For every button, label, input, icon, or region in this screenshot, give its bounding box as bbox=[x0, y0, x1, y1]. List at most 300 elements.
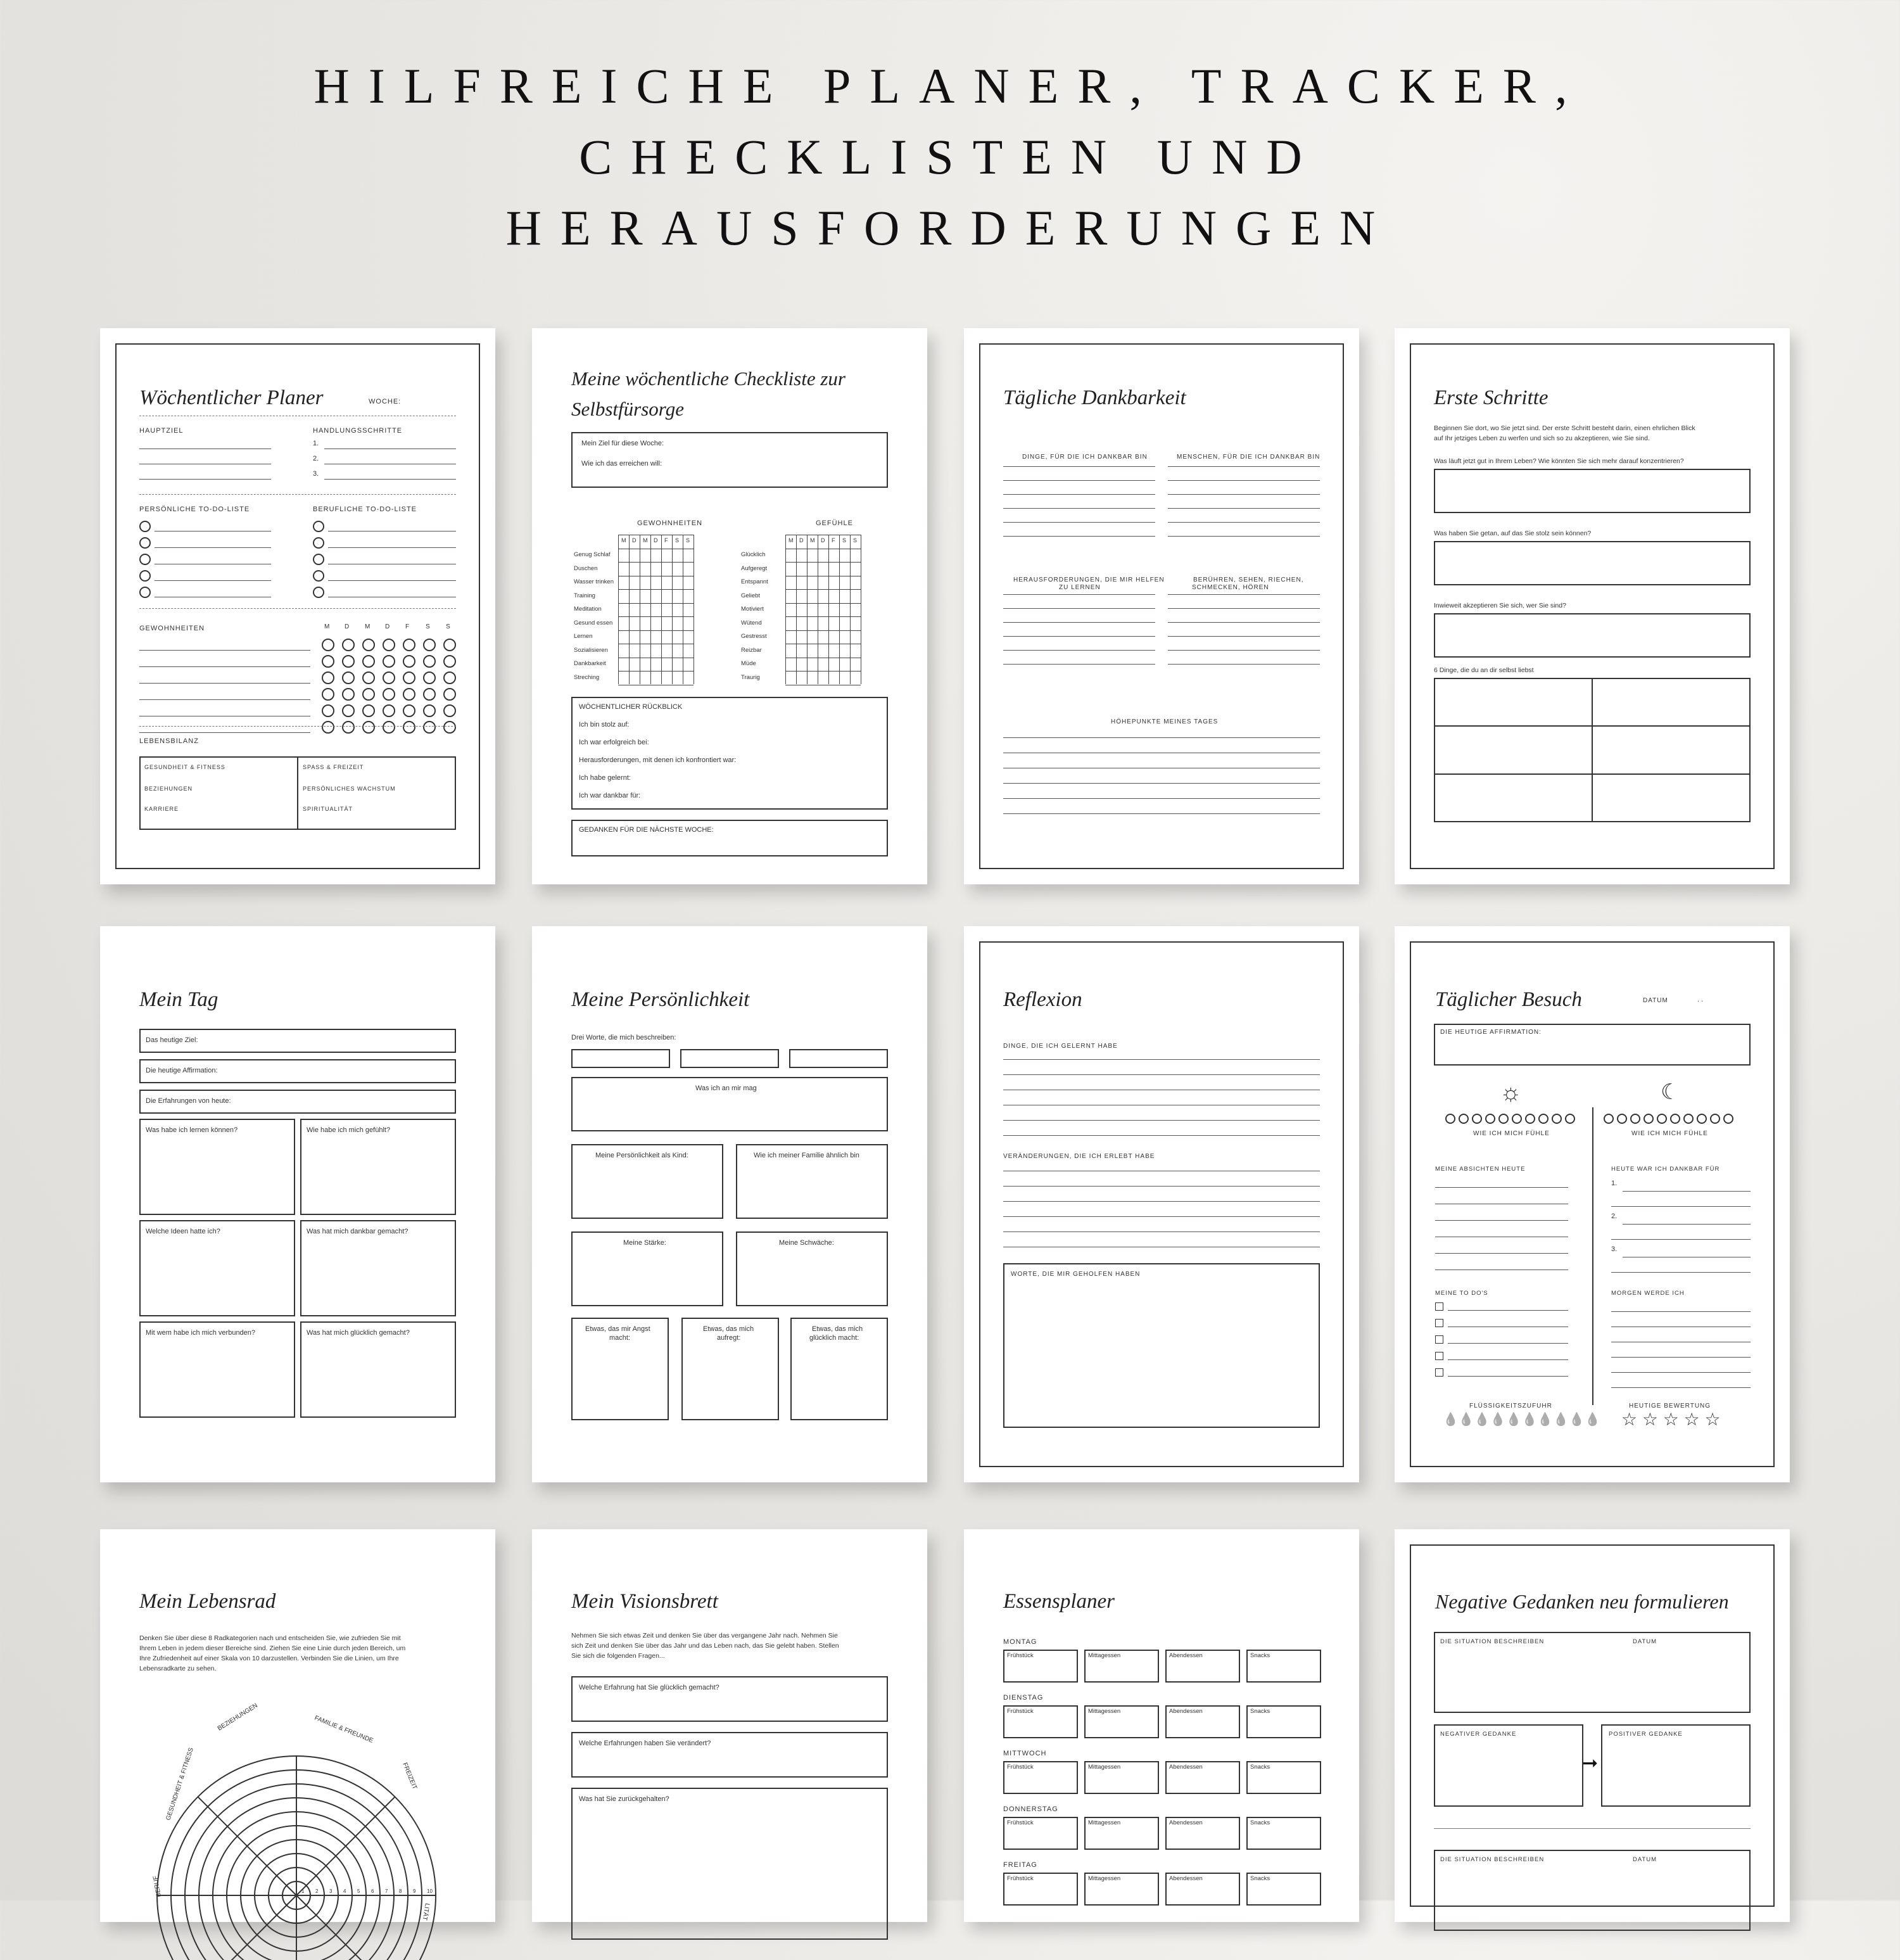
upset-label: Etwas, das mich bbox=[703, 1325, 754, 1333]
grid-line bbox=[629, 535, 630, 684]
day-label: S bbox=[426, 623, 430, 630]
page-first-steps[interactable] bbox=[1395, 328, 1790, 884]
habit-label: Gesund essen bbox=[574, 619, 613, 627]
step-2: 2. bbox=[313, 455, 319, 462]
intro-line-1: Nehmen Sie sich etwas Zeit und denken Sie über das vergangene Jahr nach. Nehmen Sie bbox=[571, 1632, 838, 1639]
line bbox=[139, 479, 271, 480]
question-box-2[interactable] bbox=[571, 1732, 888, 1778]
line bbox=[1003, 1216, 1320, 1217]
habit-label: Dankbarkeit bbox=[574, 660, 606, 667]
checkbox[interactable] bbox=[1435, 1319, 1443, 1327]
meal-label: Snacks bbox=[1250, 1875, 1270, 1882]
hydration-label: FLÜSSIGKEITSZUFUHR bbox=[1469, 1403, 1552, 1410]
mood-circle[interactable] bbox=[1552, 1114, 1562, 1124]
mood-circle[interactable] bbox=[1604, 1114, 1614, 1124]
line bbox=[1168, 508, 1320, 509]
fear-box[interactable] bbox=[571, 1318, 669, 1420]
answer-box-2[interactable] bbox=[1434, 541, 1751, 585]
mood-circle[interactable] bbox=[1697, 1114, 1707, 1124]
feeling-label: Entspannt bbox=[741, 578, 768, 585]
things-label: DINGE, FÜR DIE ICH DANKBAR BIN bbox=[1022, 454, 1148, 461]
page-daily-gratitude[interactable] bbox=[964, 328, 1359, 884]
habit-circle[interactable] bbox=[342, 688, 355, 701]
divider bbox=[1434, 1828, 1751, 1829]
area-fun: SPASS & FREIZEIT bbox=[303, 764, 364, 770]
feel-label-am: WIE ICH MICH FÜHLE bbox=[1473, 1130, 1550, 1137]
habit-circle[interactable] bbox=[403, 639, 415, 651]
scale-label: 1 bbox=[301, 1888, 305, 1894]
habit-label: Wasser trinken bbox=[574, 578, 614, 585]
habit-circle[interactable] bbox=[362, 688, 375, 701]
intro-line-4: Lebensradkarte zu sehen. bbox=[139, 1665, 217, 1672]
line bbox=[1611, 1239, 1751, 1240]
day-label: F bbox=[832, 537, 835, 544]
scale-label: 8 bbox=[399, 1888, 402, 1894]
page-meal-planner[interactable] bbox=[964, 1529, 1359, 1922]
checkbox-circle[interactable] bbox=[313, 570, 324, 582]
checkbox[interactable] bbox=[1435, 1302, 1443, 1311]
scale-label: 2 bbox=[315, 1888, 319, 1894]
line bbox=[1003, 664, 1155, 665]
page-title: Negative Gedanken neu formulieren bbox=[1435, 1590, 1729, 1613]
page-daily-checkin[interactable] bbox=[1395, 926, 1790, 1482]
line bbox=[1623, 1191, 1751, 1192]
word-box-2[interactable] bbox=[680, 1049, 779, 1068]
question-3: Inwieweit akzeptieren Sie sich, wer Sie sind? bbox=[1434, 602, 1566, 609]
meal-label: Frühstück bbox=[1007, 1708, 1034, 1715]
page-title: Essensplaner bbox=[1003, 1590, 1115, 1613]
checkbox-circle[interactable] bbox=[313, 521, 324, 532]
habit-circle[interactable] bbox=[322, 688, 334, 701]
divider bbox=[1434, 725, 1751, 727]
day-label: M bbox=[324, 623, 330, 630]
habits-label: GEWOHNHEITEN bbox=[139, 625, 205, 632]
day-label: D bbox=[345, 623, 350, 630]
line bbox=[1168, 536, 1320, 537]
divider bbox=[139, 608, 456, 609]
page-vision-board[interactable] bbox=[532, 1529, 927, 1922]
divider bbox=[1592, 1107, 1593, 1405]
habit-circle[interactable] bbox=[403, 688, 415, 701]
grid-line bbox=[796, 535, 797, 684]
area-relationships: BEZIEHUNGEN bbox=[144, 786, 193, 792]
page-wheel-of-life[interactable] bbox=[100, 1529, 495, 1922]
mood-circle[interactable] bbox=[1459, 1114, 1469, 1124]
line bbox=[1435, 1187, 1568, 1188]
meal-label: Snacks bbox=[1250, 1819, 1270, 1826]
habit-circle[interactable] bbox=[403, 704, 415, 717]
line bbox=[1003, 650, 1155, 651]
senses-label-2: SCHMECKEN, HÖREN bbox=[1192, 584, 1269, 591]
line bbox=[1611, 1387, 1751, 1388]
mood-circle[interactable] bbox=[1683, 1114, 1694, 1124]
checkbox-circle[interactable] bbox=[139, 521, 151, 532]
line bbox=[1003, 813, 1320, 814]
area-career: KARRIERE bbox=[144, 806, 179, 812]
checkbox-circle[interactable] bbox=[139, 570, 151, 582]
life-wheel[interactable] bbox=[144, 1694, 448, 1960]
page-title-2: Selbstfürsorge bbox=[571, 398, 684, 420]
sun-icon: ☼ bbox=[1500, 1079, 1522, 1106]
step-1: 1. bbox=[313, 440, 319, 447]
page-title: Erste Schritte bbox=[1434, 386, 1548, 409]
day-label: M bbox=[365, 623, 370, 630]
day-label: M bbox=[788, 537, 794, 544]
feeling-label: Wütend bbox=[741, 619, 762, 627]
area-spirituality: SPIRITUALITÄT bbox=[303, 806, 353, 812]
family-label: Wie ich meiner Familie ähnlich bin bbox=[754, 1152, 859, 1159]
weakness-label: Meine Schwäche: bbox=[779, 1239, 834, 1247]
intro-line-1: Beginnen Sie dort, wo Sie jetzt sind. Der erste Schritt besteht darin, einen ehrlichen Blick bbox=[1434, 424, 1695, 432]
line bbox=[1003, 1120, 1320, 1121]
upset-label-2: aufregt: bbox=[717, 1334, 741, 1342]
life-balance-label: LEBENSBILANZ bbox=[139, 737, 199, 745]
mood-circle[interactable] bbox=[1670, 1114, 1680, 1124]
words-label: WORTE, DIE MIR GEHOLFEN HABEN bbox=[1011, 1271, 1141, 1278]
goal-label: Mein Ziel für diese Woche: bbox=[581, 440, 664, 447]
checkbox-circle[interactable] bbox=[313, 587, 324, 598]
mood-circle[interactable] bbox=[1617, 1114, 1627, 1124]
wheel-label-spirituality: LITÄT bbox=[421, 1902, 431, 1921]
habit-circle[interactable] bbox=[423, 688, 436, 701]
line bbox=[324, 479, 456, 480]
meal-label: Snacks bbox=[1250, 1708, 1270, 1715]
line bbox=[1448, 1343, 1568, 1344]
grid-line bbox=[839, 535, 840, 684]
headline bbox=[0, 51, 1900, 264]
habit-circle[interactable] bbox=[443, 655, 456, 668]
habit-circle[interactable] bbox=[383, 671, 395, 684]
review-q4: Ich habe gelernt: bbox=[579, 774, 631, 782]
line bbox=[1611, 1372, 1751, 1373]
day-label: MITTWOCH bbox=[1003, 1750, 1047, 1757]
fear-label-2: macht: bbox=[609, 1334, 631, 1342]
word-box-3[interactable] bbox=[789, 1049, 888, 1068]
line bbox=[1003, 1059, 1320, 1060]
line bbox=[1003, 480, 1155, 481]
line bbox=[1611, 1272, 1751, 1273]
line bbox=[155, 547, 271, 548]
changes-label: VERÄNDERUNGEN, DIE ICH ERLEBT HABE bbox=[1003, 1153, 1155, 1160]
happy-box[interactable] bbox=[790, 1318, 888, 1420]
todos-label: MEINE TO DO'S bbox=[1435, 1290, 1488, 1297]
negative-thought-label: NEGATIVER GEDANKE bbox=[1440, 1731, 1517, 1738]
habit-circle[interactable] bbox=[423, 655, 436, 668]
habit-circle[interactable] bbox=[362, 671, 375, 684]
cell-happy-label: Was hat mich glücklich gemacht? bbox=[307, 1329, 410, 1337]
child-label: Meine Persönlichkeit als Kind: bbox=[595, 1152, 688, 1159]
habit-circle[interactable] bbox=[322, 639, 334, 651]
habit-circle[interactable] bbox=[443, 688, 456, 701]
three-words-label: Drei Worte, die mich beschreiben: bbox=[571, 1034, 676, 1041]
feeling-label: Motiviert bbox=[741, 606, 764, 613]
day-label: DONNERSTAG bbox=[1003, 1805, 1058, 1813]
habit-circle[interactable] bbox=[342, 721, 355, 734]
upset-box[interactable] bbox=[681, 1318, 779, 1420]
habit-circle[interactable] bbox=[443, 721, 456, 734]
line bbox=[1168, 480, 1320, 481]
meal-label: Frühstück bbox=[1007, 1764, 1034, 1771]
habit-circle[interactable] bbox=[423, 639, 436, 651]
question-1: Welche Erfahrung hat Sie glücklich gemacht? bbox=[579, 1684, 719, 1691]
habit-circle[interactable] bbox=[403, 671, 415, 684]
strength-label: Meine Stärke: bbox=[623, 1239, 666, 1247]
line bbox=[328, 580, 456, 581]
how-label: Wie ich das erreichen will: bbox=[581, 460, 662, 468]
wheel-spoke bbox=[296, 1895, 395, 1960]
headline-line-2: CHECKLISTEN UND bbox=[579, 129, 1321, 184]
meal-label: Frühstück bbox=[1007, 1819, 1034, 1826]
feeling-label: Glücklich bbox=[741, 551, 766, 558]
mood-circle[interactable] bbox=[1498, 1114, 1509, 1124]
habit-circle[interactable] bbox=[423, 704, 436, 717]
intro-line-2: sich Zeit und denken Sie über das Jahr und das Leben nach, das Sie gelebt haben. Stellen bbox=[571, 1642, 839, 1650]
scale-label: 4 bbox=[343, 1888, 346, 1894]
page-reframe-thoughts[interactable] bbox=[1395, 1529, 1790, 1922]
day-label: S bbox=[686, 537, 690, 544]
meal-label: Abendessen bbox=[1169, 1708, 1203, 1715]
checkbox[interactable] bbox=[1435, 1352, 1443, 1360]
page-reflection[interactable] bbox=[964, 926, 1359, 1482]
meal-label: Mittagessen bbox=[1088, 1875, 1121, 1882]
scale-label: 5 bbox=[357, 1888, 360, 1894]
meal-label: Snacks bbox=[1250, 1652, 1270, 1659]
question-box-3[interactable] bbox=[571, 1788, 888, 1940]
goal-row-label: Das heutige Ziel: bbox=[146, 1036, 198, 1044]
feeling-label: Aufgeregt bbox=[741, 564, 768, 572]
habit-label: Lernen bbox=[574, 633, 593, 640]
scale-label: 9 bbox=[413, 1888, 416, 1894]
checkbox-circle[interactable] bbox=[139, 587, 151, 598]
divider bbox=[139, 726, 456, 727]
habit-label: Training bbox=[574, 592, 595, 599]
next-week-box bbox=[571, 820, 888, 856]
cell-ideas-label: Welche Ideen hatte ich? bbox=[146, 1228, 220, 1235]
question-box-1[interactable] bbox=[571, 1676, 888, 1722]
grateful-label: HEUTE WAR ICH DANKBAR FÜR bbox=[1611, 1166, 1720, 1173]
habit-circle[interactable] bbox=[322, 704, 334, 717]
main-goal-label: HAUPTZIEL bbox=[139, 427, 184, 435]
mood-circle[interactable] bbox=[1485, 1114, 1495, 1124]
line bbox=[1611, 1311, 1751, 1312]
line bbox=[1003, 466, 1155, 467]
affirmation-row-label: Die heutige Affirmation: bbox=[146, 1067, 218, 1074]
wheel-spoke bbox=[198, 1895, 296, 1960]
line bbox=[1003, 636, 1155, 637]
habit-circle[interactable] bbox=[362, 704, 375, 717]
checkbox-circle[interactable] bbox=[313, 537, 324, 549]
wheel-label-leisure: FREIZEIT bbox=[401, 1762, 419, 1791]
page-my-day[interactable] bbox=[100, 926, 495, 1482]
arrow-right-icon: ➞ bbox=[1582, 1753, 1599, 1774]
mood-circle[interactable] bbox=[1644, 1114, 1654, 1124]
day-label: D bbox=[654, 537, 658, 544]
line bbox=[139, 666, 310, 667]
cell-grateful-label: Was hat mich dankbar gemacht? bbox=[307, 1228, 408, 1235]
page-title: Mein Tag bbox=[139, 988, 218, 1011]
day-label: M bbox=[810, 537, 815, 544]
habit-circle[interactable] bbox=[342, 704, 355, 717]
mood-circle[interactable] bbox=[1512, 1114, 1522, 1124]
habit-circle[interactable] bbox=[403, 655, 415, 668]
line bbox=[1003, 1135, 1320, 1136]
divider bbox=[139, 494, 456, 495]
habit-circle[interactable] bbox=[383, 655, 395, 668]
meal-label: Abendessen bbox=[1169, 1875, 1203, 1882]
mood-circle[interactable] bbox=[1565, 1114, 1575, 1124]
day-label: D bbox=[799, 537, 804, 544]
headline-line-3: HERAUSFORDERUNGEN bbox=[505, 200, 1395, 255]
habit-circle[interactable] bbox=[383, 688, 395, 701]
grateful-1: 1. bbox=[1611, 1180, 1618, 1187]
habit-circle[interactable] bbox=[443, 671, 456, 684]
habit-circle[interactable] bbox=[342, 655, 355, 668]
challenges-label-2: ZU LERNEN bbox=[1059, 584, 1101, 591]
scale-label: 10 bbox=[427, 1888, 433, 1894]
next-week-label: GEDANKEN FÜR DIE NÄCHSTE WOCHE: bbox=[579, 826, 714, 834]
answer-box-3[interactable] bbox=[1434, 613, 1751, 658]
meal-label: Abendessen bbox=[1169, 1764, 1203, 1771]
line bbox=[1003, 1074, 1320, 1075]
affirmation-label: DIE HEUTIGE AFFIRMATION: bbox=[1440, 1029, 1542, 1036]
habit-circle[interactable] bbox=[423, 671, 436, 684]
question-2: Welche Erfahrungen haben Sie verändert? bbox=[579, 1740, 711, 1747]
question-4: 6 Dinge, die du an dir selbst liebst bbox=[1434, 666, 1534, 674]
scale-label: 7 bbox=[385, 1888, 388, 1894]
intro-line-2: Ihrem Leben in jedem dieser Bereiche sind. Ziehen Sie eine Linie durch jeden Bereich, um bbox=[139, 1645, 406, 1652]
habit-circle[interactable] bbox=[443, 704, 456, 717]
habit-circle[interactable] bbox=[322, 671, 334, 684]
meal-label: Abendessen bbox=[1169, 1819, 1203, 1826]
habit-circle[interactable] bbox=[383, 721, 395, 734]
meal-label: Mittagessen bbox=[1088, 1652, 1121, 1659]
mood-circle[interactable] bbox=[1723, 1114, 1733, 1124]
habit-circle[interactable] bbox=[362, 721, 375, 734]
grid-line bbox=[785, 535, 786, 684]
meal-label: Frühstück bbox=[1007, 1875, 1034, 1882]
checkbox-circle[interactable] bbox=[313, 554, 324, 565]
feeling-label: Geliebt bbox=[741, 592, 761, 599]
rating-stars[interactable]: ☆ ☆ ☆ ☆ ☆ bbox=[1621, 1410, 1721, 1429]
line bbox=[1448, 1376, 1568, 1377]
line bbox=[139, 683, 310, 684]
situation-label: DIE SITUATION BESCHREIBEN bbox=[1440, 1638, 1545, 1645]
mood-circle[interactable] bbox=[1472, 1114, 1482, 1124]
mood-circle[interactable] bbox=[1525, 1114, 1535, 1124]
habit-label: Sozialisieren bbox=[574, 646, 608, 654]
page-title: Reflexion bbox=[1003, 988, 1082, 1011]
grid-line bbox=[650, 535, 651, 684]
page-personality[interactable] bbox=[532, 926, 927, 1482]
moon-icon: ☾ bbox=[1661, 1080, 1680, 1104]
habit-circle[interactable] bbox=[322, 721, 334, 734]
checkbox[interactable] bbox=[1435, 1335, 1443, 1344]
habits-header: GEWOHNHEITEN bbox=[637, 519, 703, 527]
answer-box-1[interactable] bbox=[1434, 469, 1751, 513]
habit-circle[interactable] bbox=[342, 639, 355, 651]
day-label: FREITAG bbox=[1003, 1861, 1037, 1869]
question-1: Was läuft jetzt gut in Ihrem Leben? Wie könnten Sie sich mehr darauf konzentrieren? bbox=[1434, 457, 1684, 465]
wheel-label-family: FAMILIE & FREUNDE bbox=[313, 1714, 374, 1745]
mood-circle[interactable] bbox=[1445, 1114, 1455, 1124]
line bbox=[1168, 622, 1320, 623]
hydration-drops[interactable]: 💧💧💧💧💧💧💧💧💧💧 bbox=[1443, 1413, 1601, 1427]
date-separators: . . bbox=[1697, 996, 1704, 1003]
divider bbox=[1592, 678, 1593, 822]
mood-circle[interactable] bbox=[1710, 1114, 1720, 1124]
line bbox=[155, 580, 271, 581]
review-header: WÖCHENTLICHER RÜCKBLICK bbox=[579, 703, 683, 711]
area-health: GESUNDHEIT & FITNESS bbox=[144, 764, 225, 770]
line bbox=[1003, 783, 1320, 784]
scale-label: 3 bbox=[329, 1888, 332, 1894]
cell-learned-label: Was habe ich lernen können? bbox=[146, 1126, 238, 1134]
habit-circle[interactable] bbox=[322, 655, 334, 668]
habit-circle[interactable] bbox=[383, 639, 395, 651]
people-label: MENSCHEN, FÜR DIE ICH DANKBAR BIN bbox=[1177, 454, 1320, 461]
line bbox=[328, 547, 456, 548]
day-label: MONTAG bbox=[1003, 1638, 1037, 1646]
checkbox-circle[interactable] bbox=[139, 554, 151, 565]
line bbox=[1168, 522, 1320, 523]
word-box-1[interactable] bbox=[571, 1049, 670, 1068]
page-weekly-planner[interactable] bbox=[100, 328, 495, 884]
line bbox=[1168, 608, 1320, 609]
habit-circle[interactable] bbox=[403, 721, 415, 734]
action-steps-label: HANDLUNGSSCHRITTE bbox=[313, 427, 403, 435]
page-title: Mein Lebensrad bbox=[139, 1590, 276, 1613]
page-selfcare-checklist[interactable] bbox=[532, 328, 927, 884]
step-3: 3. bbox=[313, 470, 319, 478]
checkbox[interactable] bbox=[1435, 1368, 1443, 1377]
habit-circle[interactable] bbox=[443, 639, 456, 651]
like-label: Was ich an mir mag bbox=[695, 1085, 757, 1092]
habit-label: Duschen bbox=[574, 564, 598, 572]
habit-circle[interactable] bbox=[342, 671, 355, 684]
feeling-label: Traurig bbox=[741, 673, 760, 681]
day-label: S bbox=[853, 537, 858, 544]
mood-circle[interactable] bbox=[1630, 1114, 1640, 1124]
day-label: S bbox=[446, 623, 450, 630]
fear-label: Etwas, das mir Angst bbox=[585, 1325, 650, 1333]
grateful-2: 2. bbox=[1611, 1212, 1618, 1220]
mood-circle[interactable] bbox=[1538, 1114, 1548, 1124]
habit-circle[interactable] bbox=[362, 639, 375, 651]
divider bbox=[297, 756, 298, 830]
habit-circle[interactable] bbox=[423, 721, 436, 734]
habit-circle[interactable] bbox=[362, 655, 375, 668]
line bbox=[1168, 664, 1320, 665]
habit-circle[interactable] bbox=[383, 704, 395, 717]
feeling-label: Reizbar bbox=[741, 646, 762, 654]
line bbox=[1003, 608, 1155, 609]
day-label: S bbox=[842, 537, 847, 544]
line bbox=[1003, 494, 1155, 495]
intro-line-3: Ihre Zufriedenheit auf einer Skala von 10 darzustellen. Verbinden Sie die Linien, um Ihre bbox=[139, 1655, 399, 1662]
mood-circle[interactable] bbox=[1657, 1114, 1667, 1124]
day-label: M bbox=[621, 537, 626, 544]
checkbox-circle[interactable] bbox=[139, 537, 151, 549]
meal-label: Mittagessen bbox=[1088, 1708, 1121, 1715]
page-title: Mein Visionsbrett bbox=[571, 1590, 718, 1613]
page-title: Meine Persönlichkeit bbox=[571, 988, 750, 1011]
cell-connected-label: Mit wem habe ich mich verbunden? bbox=[146, 1329, 256, 1337]
line bbox=[1003, 1186, 1320, 1187]
date-label: DATUM bbox=[1643, 997, 1668, 1004]
words-box[interactable] bbox=[1003, 1263, 1320, 1428]
scale-label: 6 bbox=[371, 1888, 374, 1894]
intro-line-3: Sie sich die folgenden Fragen... bbox=[571, 1652, 665, 1660]
